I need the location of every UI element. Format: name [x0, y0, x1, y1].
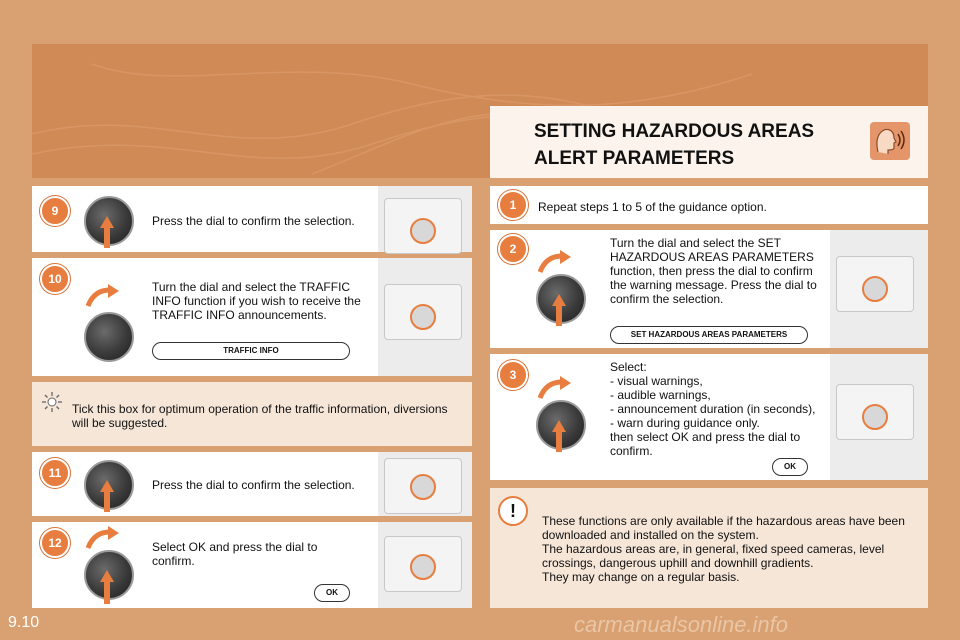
warning-exclamation-icon: ! [498, 496, 528, 526]
dial-icon [84, 312, 134, 362]
note-text: These functions are only available if the hazardous areas have been downloaded and installed on the system. The hazardous areas are, in general, fixed speed cameras, level crossings, dangerous uphill and downhill gradients. They may change on a regular basis. [542, 514, 905, 584]
tip-text: Tick this box for optimum operation of the traffic information, diversions will be suggested. [72, 402, 448, 430]
step-text: Select OK and press the dial to confirm. [152, 540, 318, 568]
title-box [490, 106, 928, 178]
turn-arrow-icon [86, 284, 120, 308]
set-hazardous-areas-tag: SET HAZARDOUS AREAS PARAMETERS [610, 326, 808, 344]
step-number: 2 [498, 234, 528, 264]
step-text: Turn the dial and select the TRAFFIC INFO function if you wish to receive the TRAFFIC INFO announcements. [152, 280, 361, 322]
step-12-panel [32, 522, 472, 608]
press-arrow-icon [104, 490, 110, 512]
step-number: 1 [498, 190, 528, 220]
radio-unit-icon [378, 186, 472, 252]
step-number: 12 [40, 528, 70, 558]
radio-unit-icon [830, 354, 928, 480]
step-2-panel [490, 230, 928, 348]
press-arrow-head-icon [552, 294, 566, 306]
press-arrow-icon [104, 580, 110, 604]
step-text: Press the dial to confirm the selection. [152, 214, 355, 228]
tip-panel [32, 382, 472, 446]
press-arrow-head-icon [552, 420, 566, 432]
step-number: 11 [40, 458, 70, 488]
radio-unit-icon [378, 452, 472, 516]
step-3-panel [490, 354, 928, 480]
tip-sun-icon [42, 392, 62, 412]
press-arrow-icon [104, 226, 110, 248]
press-arrow-icon [556, 304, 562, 326]
watermark: carmanualsonline.info [574, 612, 789, 637]
traffic-info-tag: TRAFFIC INFO [152, 342, 350, 360]
radio-unit-icon [378, 258, 472, 376]
ok-tag: OK [314, 584, 350, 602]
press-arrow-icon [556, 430, 562, 452]
ok-tag: OK [772, 458, 808, 476]
step-text: Press the dial to confirm the selection. [152, 478, 355, 492]
step-1-panel [490, 186, 928, 224]
step-text: Select: - visual warnings, - audible warnings, - announcement duration (in seconds), - warn during guidance only. then select OK and press the dial to confirm. [610, 360, 816, 458]
step-10-panel [32, 258, 472, 376]
page-title: SETTING HAZARDOUS AREAS ALERT PARAMETERS [534, 121, 815, 169]
page-number: 9.10 [8, 614, 40, 631]
step-text: Turn the dial and select the SET HAZARDOUS AREAS PARAMETERS function, then press the dial to confirm the warning message. Press the dial to confirm the selection. [610, 236, 817, 306]
press-arrow-head-icon [100, 480, 114, 492]
radio-unit-icon [830, 230, 928, 348]
step-text: Repeat steps 1 to 5 of the guidance option. [538, 200, 767, 214]
step-number: 9 [40, 196, 70, 226]
radio-unit-icon [378, 522, 472, 608]
note-panel [490, 488, 928, 608]
step-11-panel [32, 452, 472, 516]
step-number: 3 [498, 360, 528, 390]
turn-arrow-icon [538, 376, 572, 400]
turn-arrow-icon [538, 250, 572, 274]
step-number: 10 [40, 264, 70, 294]
turn-arrow-icon [86, 526, 120, 550]
voice-head-icon [870, 122, 910, 160]
step-9-panel [32, 186, 472, 252]
press-arrow-head-icon [100, 216, 114, 228]
press-arrow-head-icon [100, 570, 114, 582]
